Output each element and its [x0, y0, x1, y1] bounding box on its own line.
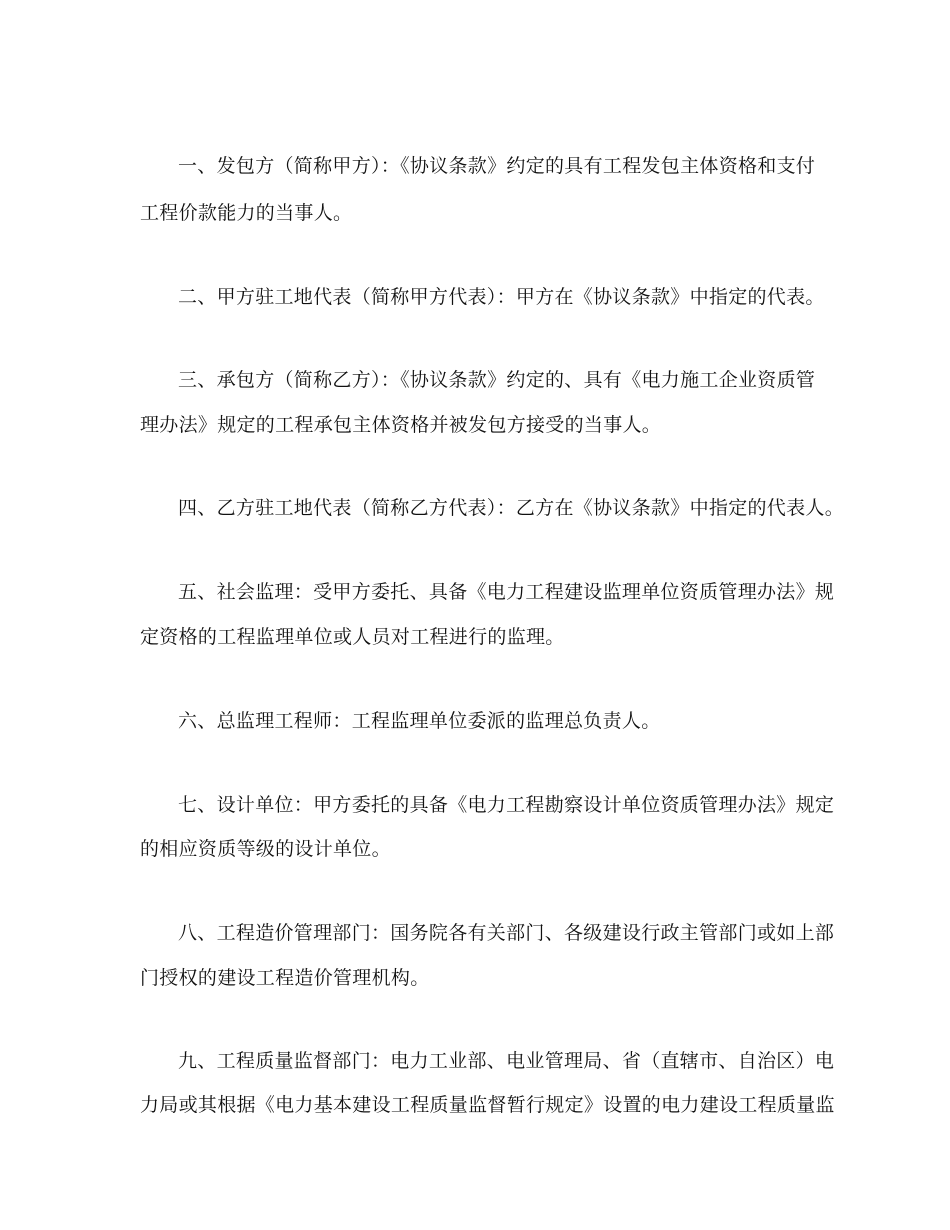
paragraph-line: 四、乙方驻工地代表（简称乙方代表）：乙方在《协议条款》中指定的代表人。	[178, 497, 845, 519]
paragraph-line: 六、总监理工程师：工程监理单位委派的监理总负责人。	[178, 710, 661, 732]
paragraph-line: 九、工程质量监督部门：电力工业部、电业管理局、省（直辖市、自治区）电	[178, 1050, 835, 1072]
paragraph-line: 八、工程造价管理部门：国务院各有关部门、各级建设行政主管部门或如上部	[178, 922, 835, 944]
paragraph-line: 的相应资质等级的设计单位。	[140, 838, 391, 860]
paragraph-line: 五、社会监理：受甲方委托、具备《电力工程建设监理单位资质管理办法》规	[178, 581, 835, 603]
paragraph-line: 工程价款能力的当事人。	[140, 202, 353, 224]
paragraph-line: 七、设计单位：甲方委托的具备《电力工程勘察设计单位资质管理办法》规定	[178, 794, 835, 816]
paragraph-line: 理办法》规定的工程承包主体资格并被发包方接受的当事人。	[140, 414, 662, 436]
paragraph-line: 二、甲方驻工地代表（简称甲方代表）：甲方在《协议条款》中指定的代表。	[178, 286, 825, 308]
paragraph-line: 力局或其根据《电力基本建设工程质量监督暂行规定》设置的电力建设工程质量监	[140, 1094, 835, 1116]
paragraph-line: 定资格的工程监理单位或人员对工程进行的监理。	[140, 626, 565, 648]
paragraph-line: 三、承包方（简称乙方）：《协议条款》约定的、具有《电力施工企业资质管	[178, 369, 816, 391]
paragraph-line: 门授权的建设工程造价管理机构。	[140, 967, 430, 989]
paragraph-line: 一、发包方（简称甲方）：《协议条款》约定的具有工程发包主体资格和支付	[178, 155, 816, 177]
